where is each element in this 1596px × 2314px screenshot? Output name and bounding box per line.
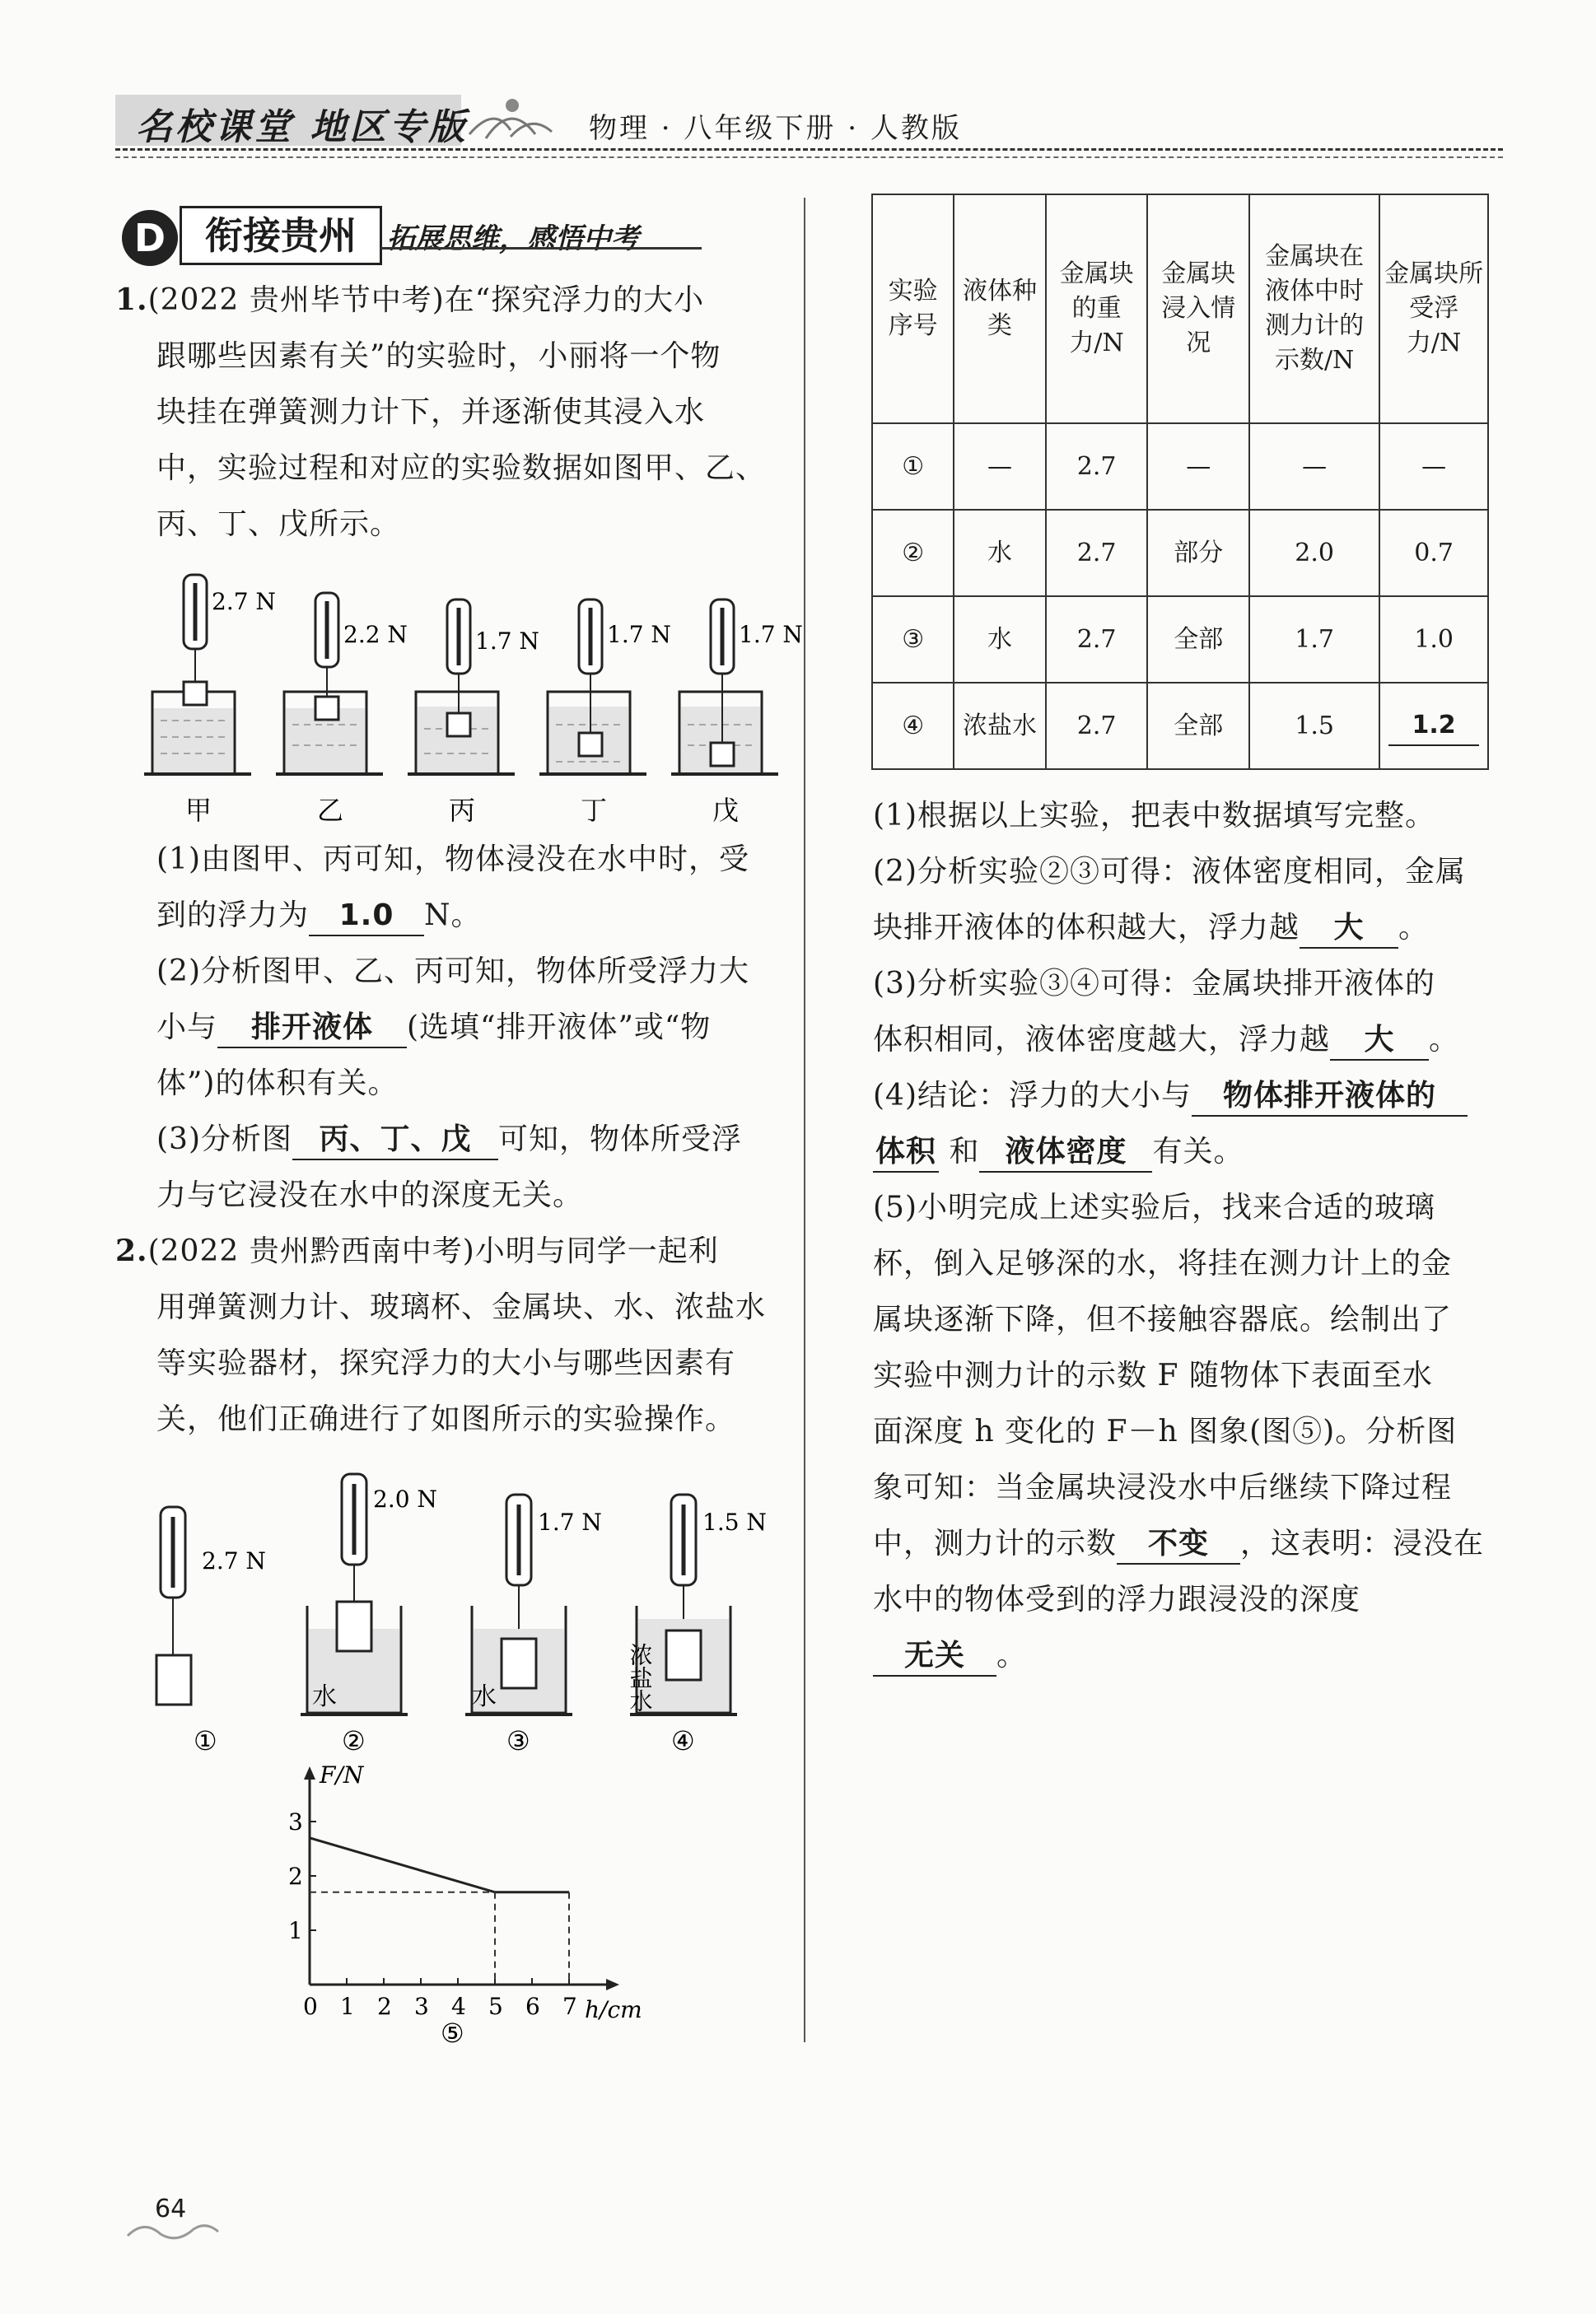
- header-rule-secondary: [115, 156, 1503, 158]
- table-cell: 2.7: [1046, 423, 1148, 510]
- q1-parts: [156, 832, 799, 1224]
- table-header-cell: 金属块在液体中时测力计的示数/N: [1249, 194, 1379, 423]
- q2-p2-text: 块排开液体的体积越大，浮力越: [873, 911, 1300, 945]
- q2-p5-line: 实验中测力计的示数 F 随物体下表面至水: [873, 1359, 1433, 1393]
- q2-p3-end: 。: [1429, 1023, 1460, 1057]
- q1-reading: 1.7 N: [475, 627, 539, 655]
- q2-p5-line: 属块逐渐下降，但不接触容器底。绘制出了: [873, 1303, 1453, 1337]
- table-cell: 部分: [1147, 510, 1249, 596]
- q2-p2-end: 。: [1398, 911, 1430, 945]
- q2-p4-text: (4)结论：浮力的大小与: [873, 1079, 1192, 1113]
- y-tick-label: 1: [288, 1917, 303, 1944]
- q1-figure: [136, 560, 803, 832]
- q1-setup-jia: [144, 575, 276, 826]
- column-divider: [804, 198, 805, 2042]
- q2-p3-line: (3)分析实验③④可得：金属块排开液体的: [873, 967, 1435, 1001]
- table-cell: ④: [872, 683, 954, 769]
- chart-title: ⑤: [441, 2018, 464, 2049]
- table-row: [872, 596, 1488, 683]
- q2-setup-4: [627, 1495, 767, 1756]
- q2-p5-line: (5)小明完成上述实验后，找来合适的玻璃: [873, 1191, 1435, 1225]
- table-cell: 0.7: [1379, 510, 1488, 596]
- q1-stem-line: (2022 贵州毕节中考)在“探究浮力的大小: [147, 283, 705, 317]
- header-subject: 物理 · 八年级下册 · 人教版: [589, 112, 962, 145]
- q2-p5-text: 中，测力计的示数: [873, 1527, 1118, 1561]
- q2-p5-line: 杯，倒入足够深的水，将挂在测力计上的金: [873, 1247, 1453, 1281]
- q1-p2-text-b: (选填“排开液体”或“物: [407, 1010, 712, 1044]
- q1-setup-wu: [671, 599, 803, 826]
- q1-p1-line: (1)由图甲、丙可知，物体浸没在水中时，受: [156, 842, 749, 876]
- q2-p5-line: 象可知：当金属块浸没水中后继续下降过程: [873, 1471, 1453, 1505]
- q1-p2-line: (2)分析图甲、乙、丙可知，物体所受浮力大: [156, 954, 749, 988]
- q2-p2-line: (2)分析实验②③可得：液体密度相同，金属: [873, 855, 1466, 889]
- q1-reading: 1.7 N: [607, 621, 671, 648]
- q1-label: 甲: [185, 795, 212, 826]
- q1-stem-line: 中，实验过程和对应的实验数据如图甲、乙、: [156, 451, 767, 485]
- q2-label: ③: [506, 1725, 530, 1756]
- table-cell: 全部: [1147, 596, 1249, 683]
- q1-number: 1.: [115, 282, 148, 317]
- table-cell: 2.0: [1249, 510, 1379, 596]
- q2-stem: [115, 1223, 791, 1448]
- q1-p2-answer: 排开液体: [217, 1009, 407, 1048]
- table-cell: 1.5: [1249, 683, 1379, 769]
- q2-p5-answer-2: 无关: [873, 1637, 996, 1677]
- section-badge: D: [122, 210, 178, 266]
- section-subtitle: 拓展思维，感悟中考: [387, 222, 639, 255]
- q2-liquid: 水: [312, 1682, 337, 1711]
- table-header-cell: 金属块浸入情况: [1147, 194, 1249, 423]
- table-cell: 1.0: [1379, 596, 1488, 683]
- q2-liquid: 水: [472, 1682, 497, 1711]
- table-row: [872, 423, 1488, 510]
- q1-label: 戊: [712, 795, 740, 826]
- q1-stem-line: 块挂在弹簧测力计下，并逐渐使其浸入水: [156, 395, 706, 429]
- q2-p3-text: 体积相同，液体密度越大，浮力越: [873, 1023, 1331, 1057]
- q1-reading: 2.7 N: [212, 588, 276, 615]
- q1-setup-bing: [408, 599, 539, 826]
- q2-setup-3: [465, 1495, 602, 1756]
- q1-setup-yi: [276, 593, 408, 826]
- q2-p4-end: 有关。: [1152, 1135, 1244, 1169]
- page-number: 64: [155, 2195, 187, 2223]
- q1-label: 乙: [317, 795, 344, 826]
- q2-figure: [144, 1458, 795, 1754]
- y-tick-label: 3: [288, 1808, 303, 1836]
- footer-ornament-icon: [124, 2219, 222, 2244]
- q1-p1-answer: 1.0: [309, 897, 424, 936]
- table-answer: 1.2: [1388, 707, 1479, 746]
- table-cell: 浓盐水: [954, 683, 1045, 769]
- table-header-cell: 金属块的重力/N: [1046, 194, 1148, 423]
- q2-setup-2: [301, 1474, 437, 1756]
- table-header-cell: 金属块所受浮力/N: [1379, 194, 1488, 423]
- q1-reading: 1.7 N: [739, 621, 803, 648]
- table-cell: —: [1249, 423, 1379, 510]
- table-cell: 水: [954, 510, 1045, 596]
- x-tick-label: 5: [488, 1993, 503, 2020]
- q2-label: ②: [342, 1725, 366, 1756]
- q1-stem: [115, 272, 791, 553]
- table-cell: ①: [872, 423, 954, 510]
- q2-stem-line: 关，他们正确进行了如图所示的实验操作。: [156, 1402, 736, 1436]
- q2-p3-answer: 大: [1330, 1021, 1429, 1061]
- q1-p3-text: (3)分析图: [156, 1122, 292, 1156]
- table-cell: 2.7: [1046, 596, 1148, 683]
- q1-p1-text: 到的浮力为: [156, 898, 310, 932]
- x-axis-arrow-icon: [606, 1979, 619, 1990]
- q2-label: ①: [194, 1725, 217, 1756]
- q2-setup-1: [156, 1507, 266, 1756]
- q2-p4-answer-1: 物体排开液体的: [1192, 1077, 1468, 1117]
- q2-reading: 1.5 N: [702, 1509, 767, 1536]
- table-header-cell: 实验序号: [872, 194, 954, 423]
- table-answer-cell: [1379, 683, 1488, 769]
- x-tick-label: 3: [414, 1993, 429, 2020]
- q2-parts: [873, 788, 1499, 1684]
- table-cell: 2.7: [1046, 510, 1148, 596]
- fh-series-line: [310, 1838, 569, 1892]
- q2-stem-line: (2022 贵州黔西南中考)小明与同学一起利: [147, 1234, 719, 1268]
- table-cell: ②: [872, 510, 954, 596]
- section-subtitle-underline: [380, 247, 702, 250]
- q1-p2-text: 小与: [156, 1010, 218, 1044]
- q2-label: ④: [671, 1725, 695, 1756]
- q2-p5-text-b: ，这表明：浸没在: [1240, 1527, 1485, 1561]
- table-cell: —: [954, 423, 1045, 510]
- header-brand: 名校课堂 地区专版: [136, 106, 469, 148]
- q1-reading: 2.2 N: [343, 621, 408, 648]
- q2-p4-answer-1b: 体积: [873, 1133, 939, 1173]
- fh-chart: [280, 1758, 659, 2063]
- q1-label: 丁: [581, 795, 608, 826]
- q2-p4-answer-2: 液体密度: [979, 1133, 1152, 1173]
- q2-reading: 2.0 N: [373, 1486, 437, 1513]
- q2-liquid: 浓盐水: [626, 1643, 654, 1712]
- q1-p1-unit: N。: [424, 898, 482, 932]
- x-tick-label: 4: [451, 1993, 466, 2020]
- q1-p3-text-b: 可知，物体所受浮: [498, 1122, 743, 1156]
- table-cell: 2.7: [1046, 683, 1148, 769]
- q2-number: 2.: [115, 1234, 148, 1268]
- q2-p5-line-8: 水中的物体受到的浮力跟浸没的深度: [873, 1583, 1361, 1617]
- table-cell: ③: [872, 596, 954, 683]
- q1-stem-line: 丙、丁、戊所示。: [156, 507, 401, 541]
- q1-setup-ding: [539, 599, 671, 826]
- y-axis-label: F/N: [320, 1761, 364, 1789]
- q2-p4-and: 和: [949, 1135, 980, 1169]
- q2-p2-answer: 大: [1300, 909, 1398, 949]
- x-tick-label: 1: [340, 1993, 355, 2020]
- q1-stem-line: 跟哪些因素有关”的实验时，小丽将一个物: [156, 339, 721, 373]
- table-cell: —: [1147, 423, 1249, 510]
- table-cell: 全部: [1147, 683, 1249, 769]
- q2-p5-line: 面深度 h 变化的 F－h 图象(图⑤)。分析图: [873, 1415, 1458, 1449]
- table-header-row: [872, 194, 1488, 423]
- q1-p2-line-3: 体”)的体积有关。: [156, 1066, 399, 1100]
- q2-p5-end: 。: [996, 1639, 1028, 1673]
- q2-stem-line: 用弹簧测力计、玻璃杯、金属块、水、浓盐水: [156, 1290, 767, 1324]
- section-title: 衔接贵州: [180, 206, 382, 265]
- q1-p3-answer: 丙、丁、戊: [292, 1121, 498, 1160]
- header-ornament-icon: [461, 89, 560, 147]
- data-table: [871, 194, 1489, 770]
- table-header-cell: 液体种类: [954, 194, 1045, 423]
- x-tick-label: 2: [377, 1993, 392, 2020]
- q2-p1: (1)根据以上实验，把表中数据填写完整。: [873, 799, 1435, 833]
- q1-p3-line-2: 力与它浸没在水中的深度无关。: [156, 1178, 584, 1212]
- q2-stem-line: 等实验器材，探究浮力的大小与哪些因素有: [156, 1346, 736, 1380]
- q2-p5-answer-1: 不变: [1117, 1525, 1240, 1565]
- x-tick-label: 7: [562, 1993, 577, 2020]
- table-row: [872, 683, 1488, 769]
- y-tick-label: 2: [288, 1863, 303, 1890]
- q2-reading: 2.7 N: [202, 1547, 266, 1575]
- x-tick-label: 6: [525, 1993, 540, 2020]
- table-cell: 水: [954, 596, 1045, 683]
- x-tick-label: 0: [303, 1993, 318, 2020]
- table-row: [872, 510, 1488, 596]
- q2-reading: 1.7 N: [538, 1509, 602, 1536]
- y-axis-arrow-icon: [304, 1766, 315, 1780]
- q1-label: 丙: [449, 795, 476, 826]
- x-axis-label: h/cm: [585, 1996, 642, 2023]
- table-cell: —: [1379, 423, 1488, 510]
- table-cell: 1.7: [1249, 596, 1379, 683]
- header-rule: [115, 148, 1503, 151]
